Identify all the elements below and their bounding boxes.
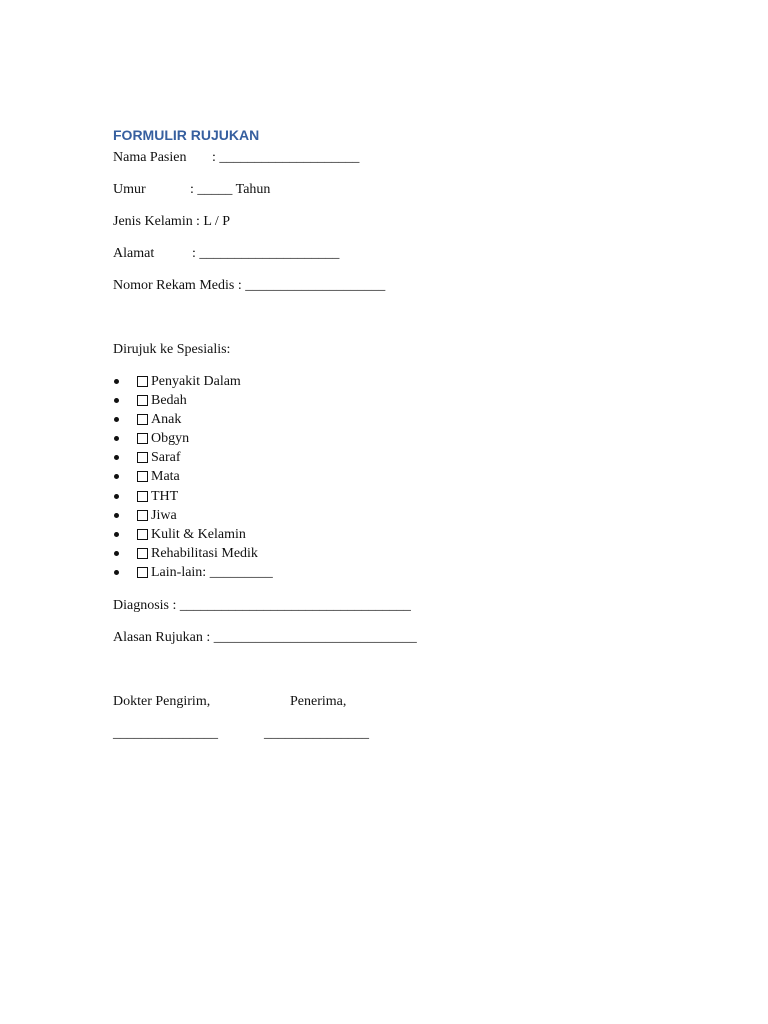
form-title: FORMULIR RUJUKAN <box>113 127 260 143</box>
checkbox-icon <box>137 491 148 502</box>
signature-labels <box>113 694 347 710</box>
option-label: Bedah <box>151 393 187 409</box>
field-nama-pasien <box>113 150 360 166</box>
checkbox-icon <box>137 376 148 387</box>
field-umur <box>113 182 271 198</box>
checkbox-icon <box>137 548 148 559</box>
field-label: Alamat <box>113 246 155 261</box>
field-jenis-kelamin <box>113 214 231 230</box>
checkbox-icon <box>137 510 148 521</box>
checkbox-icon <box>137 567 148 578</box>
bullet-icon <box>114 570 119 575</box>
option-label: Anak <box>151 412 182 428</box>
referral-heading: Dirujuk ke Spesialis: <box>113 342 231 357</box>
option-label: Mata <box>151 469 180 485</box>
field-blank: : ____________________ <box>212 150 360 165</box>
checkbox-icon <box>137 395 148 406</box>
receiver-label: Penerima, <box>290 694 347 709</box>
option-label: Obgyn <box>151 431 190 447</box>
field-value: : L / P <box>196 214 231 229</box>
bullet-icon <box>114 474 119 479</box>
bullet-icon <box>114 379 119 384</box>
bullet-icon <box>114 436 119 441</box>
option-label: Jiwa <box>151 507 177 523</box>
bullet-icon <box>114 494 119 499</box>
field-label: Umur <box>113 182 146 197</box>
checkbox-icon <box>137 471 148 482</box>
field-label: Nama Pasien <box>113 150 187 165</box>
sender-signature-line: _______________ <box>113 726 218 741</box>
bullet-icon <box>114 532 119 537</box>
checkbox-icon <box>137 529 148 540</box>
bullet-icon <box>114 398 119 403</box>
option-label: Rehabilitasi Medik <box>151 545 258 561</box>
field-label: Diagnosis <box>113 598 169 613</box>
field-nomor-rekam-medis <box>113 278 385 294</box>
field-blank: : ____________________ <box>237 278 386 293</box>
checkbox-icon <box>137 452 148 463</box>
field-blank: : _____ Tahun <box>190 182 271 197</box>
bullet-icon <box>114 417 119 422</box>
receiver-signature-line: _______________ <box>264 726 369 741</box>
option-label: Kulit & Kelamin <box>151 526 246 542</box>
checkbox-icon <box>137 414 148 425</box>
field-diagnosis <box>113 598 411 614</box>
field-alasan-rujukan <box>113 630 417 646</box>
bullet-icon <box>114 551 119 556</box>
option-label: Saraf <box>151 450 181 466</box>
field-label: Alasan Rujukan <box>113 630 203 645</box>
option-label: Lain-lain: _________ <box>151 564 273 580</box>
field-label: Nomor Rekam Medis <box>113 278 235 293</box>
field-blank: : ____________________ <box>192 246 340 261</box>
bullet-icon <box>114 455 119 460</box>
option-label: THT <box>151 488 179 504</box>
bullet-icon <box>114 513 119 518</box>
signature-lines <box>113 726 369 742</box>
checkbox-icon <box>137 433 148 444</box>
field-blank: : _________________________________ <box>172 598 411 613</box>
field-blank: : _____________________________ <box>206 630 417 645</box>
option-label: Penyakit Dalam <box>151 374 241 389</box>
sender-label: Dokter Pengirim, <box>113 694 211 709</box>
field-label: Jenis Kelamin <box>113 214 193 229</box>
field-alamat <box>113 246 340 262</box>
